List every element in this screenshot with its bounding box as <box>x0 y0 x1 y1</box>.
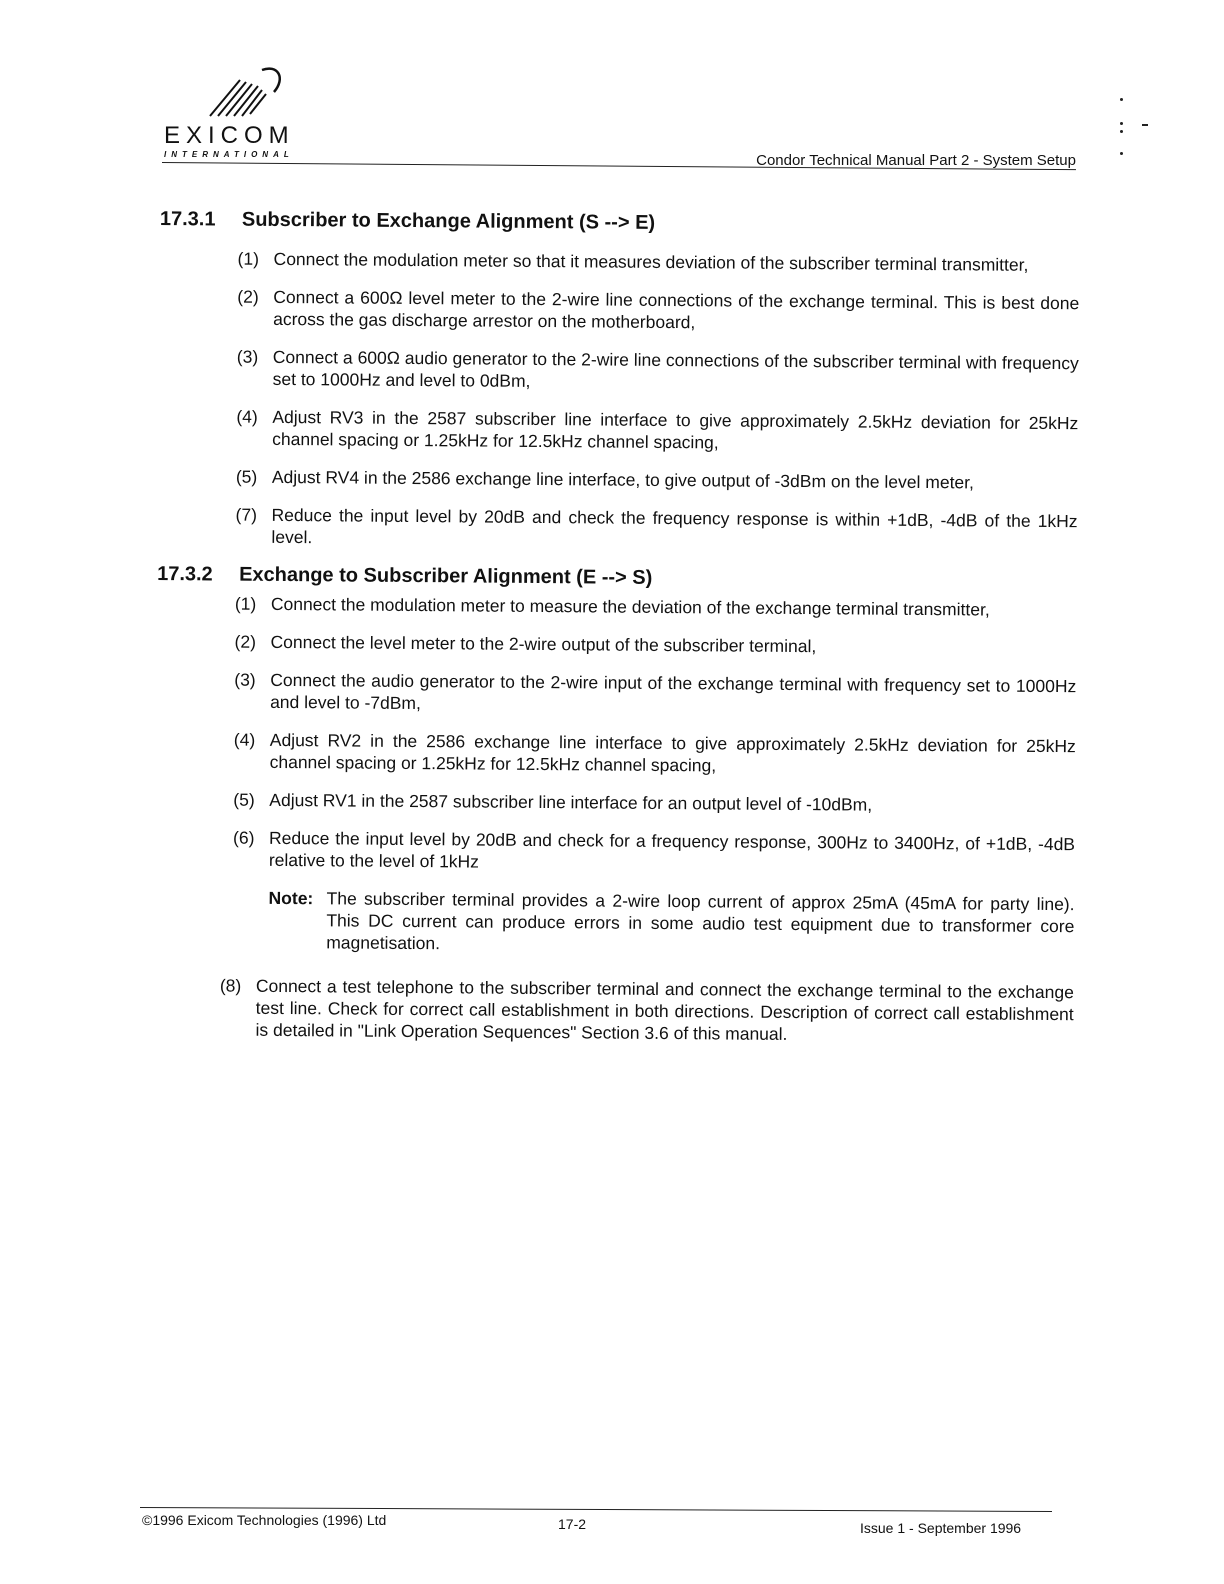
list-item <box>234 729 1076 780</box>
step-number: (8) <box>219 975 242 996</box>
step-text: Adjust RV2 in the 2586 exchange line interface to give approximately 2.5kHz deviation for 25kHz channel spacing or 1.25kHz for 12.5kHz channel spacing, <box>269 729 1076 776</box>
step-text: Connect the level meter to the 2-wire output of the subscriber terminal, <box>270 631 817 657</box>
section-title: Exchange to Subscriber Alignment (E --> S) <box>239 563 653 589</box>
list-item <box>237 346 1079 397</box>
step-number: (7) <box>235 504 258 525</box>
page-number: 17-2 <box>558 1516 587 1532</box>
list-item <box>235 631 1077 660</box>
procedure-steps <box>157 247 1079 554</box>
step-number: (1) <box>237 248 260 269</box>
step-text: Connect the modulation meter to measure the deviation of the exchange terminal transmitter, <box>270 593 990 620</box>
procedure-steps <box>155 592 1077 877</box>
step-number: (1) <box>234 593 257 614</box>
step-number: (2) <box>237 286 259 307</box>
step-number: (3) <box>236 346 259 367</box>
list-item <box>219 974 1073 1047</box>
step-text: Reduce the input level by 20dB and check the frequency response is within +1dB, -4dB of the 1kHz level. <box>271 504 1078 548</box>
step-text: Connect the modulation meter so that it measures deviation of the subscriber terminal transmitter, <box>273 248 1029 275</box>
list-item <box>233 827 1075 878</box>
note-label: Note: <box>268 887 314 909</box>
issue-date: Issue 1 - September 1996 <box>860 1520 1022 1536</box>
step-number: (4) <box>233 729 256 750</box>
list-item <box>235 504 1077 555</box>
step-text: Connect a 600Ω audio generator to the 2-wire line connections of the subscriber terminal with frequency set to 1000Hz and level to 0dBm, <box>272 346 1079 391</box>
step-number: (4) <box>236 406 258 427</box>
document-title: Condor Technical Manual Part 2 - System Setup <box>756 152 1076 169</box>
section-title: Subscriber to Exchange Alignment (S --> E) <box>241 208 656 234</box>
list-item <box>237 286 1079 337</box>
step-number: (3) <box>234 669 256 690</box>
list-item <box>236 406 1078 457</box>
exicom-logo-icon <box>200 62 290 122</box>
section-number: 17.3.2 <box>157 562 213 586</box>
step-number: (5) <box>233 789 255 810</box>
step-text: Adjust RV4 in the 2586 exchange line interface, to give output of -3dBm on the level meter, <box>271 466 975 493</box>
logo-wordmark: EXICOM <box>164 122 295 149</box>
step-text: Adjust RV3 in the 2587 subscriber line interface to give approximately 2.5kHz deviation for 25kHz channel spacing or 1.25kHz for 12.5kHz channel spacing, <box>272 406 1079 453</box>
step-number: (6) <box>232 827 255 848</box>
section-heading <box>157 563 1077 593</box>
copyright-notice: ©1996 Exicom Technologies (1996) Ltd <box>142 1512 387 1528</box>
list-item <box>234 669 1076 720</box>
section-number: 17.3.1 <box>159 208 216 231</box>
list-item <box>238 248 1080 277</box>
scan-artifacts <box>1116 96 1156 166</box>
section-17-3-2 <box>153 563 1077 1047</box>
logo-subtitle: INTERNATIONAL <box>164 150 294 159</box>
list-item <box>233 789 1075 818</box>
list-item <box>236 466 1078 495</box>
section-17-3-1 <box>157 208 1080 554</box>
note-block <box>268 887 1074 959</box>
document-body <box>153 208 1080 1063</box>
company-logo <box>160 62 330 162</box>
step-text: Reduce the input level by 20dB and check for a frequency response, 300Hz to 3400Hz, of +1dB, -4dB relative to the level of 1kHz <box>268 827 1076 872</box>
step-text: Connect a test telephone to the subscriber terminal and connect the exchange terminal to the exchange test line. Check for correct call establishment in both directions. Description of correct call establishment is detailed in "Link Operation Sequences" Section 3.6 of this manual. <box>255 975 1074 1044</box>
step-number: (2) <box>234 631 257 652</box>
step-text: Connect the audio generator to the 2-wire input of the exchange terminal with frequency set to 1000Hz and level to -7dBm, <box>270 669 1077 714</box>
step-text: Connect a 600Ω level meter to the 2-wire line connections of the exchange terminal. This is best done across the gas discharge arrestor on the motherboard, <box>273 286 1080 333</box>
step-number: (5) <box>235 466 258 487</box>
list-item <box>235 593 1077 622</box>
procedure-steps-final <box>153 974 1073 1047</box>
note-text: The subscriber terminal provides a 2-wire loop current of approx 25mA (45mA for party line). This DC current can produce errors in some audio test equipment due to transformer core magnetisation. <box>326 888 1075 954</box>
step-text: Adjust RV1 in the 2587 subscriber line interface for an output level of -10dBm, <box>269 789 873 815</box>
section-heading <box>160 208 1080 238</box>
